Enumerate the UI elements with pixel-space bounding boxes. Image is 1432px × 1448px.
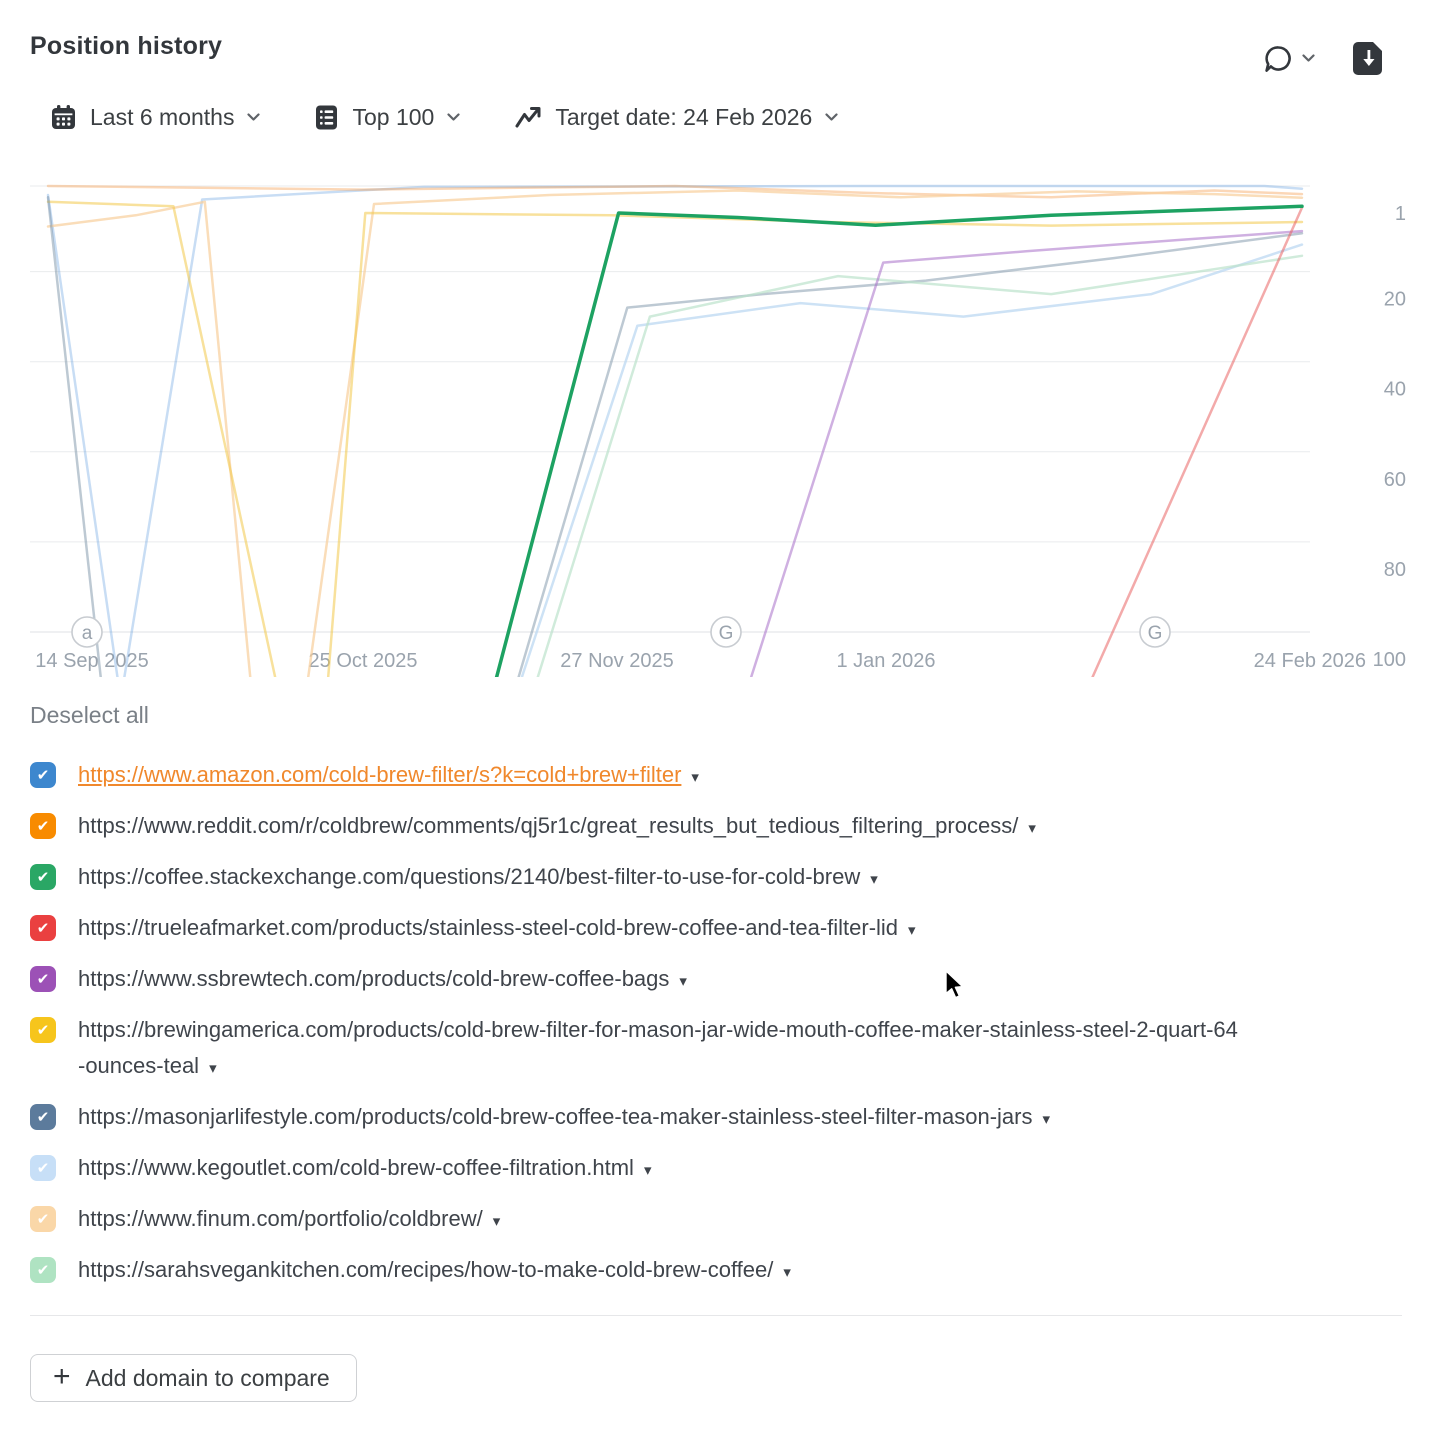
legend-url-link[interactable]: https://masonjarlifestyle.com/products/cold-brew-coffee-tea-maker-stainless-steel-filter-mason-jars: [78, 1104, 1033, 1129]
legend-url-text: [78, 1012, 1238, 1087]
chevron-down-icon: [1302, 54, 1315, 63]
legend-checkbox[interactable]: [30, 813, 56, 839]
y-axis-tick-label: 20: [1383, 288, 1406, 311]
checkmark-icon: ✔: [36, 1108, 50, 1126]
calendar-icon: [50, 104, 77, 131]
y-axis-tick-label: 1: [1394, 203, 1406, 225]
legend-url-text: [78, 808, 1036, 847]
legend-url-link[interactable]: https://www.finum.com/portfolio/coldbrew/: [78, 1206, 483, 1231]
legend-url-link[interactable]: https://trueleafmarket.com/products/stainless-steel-cold-brew-coffee-and-tea-filter-lid: [78, 915, 899, 940]
series-line-www.amazon.com: [48, 186, 1302, 677]
comments-button[interactable]: [1259, 40, 1319, 78]
svg-text:G: G: [718, 623, 734, 644]
x-axis-tick-label: 24 Feb 2026: [1253, 650, 1366, 672]
svg-text:G: G: [1147, 623, 1163, 644]
chevron-down-icon: [825, 113, 838, 122]
chevron-down-icon: [247, 113, 260, 122]
add-domain-button[interactable]: [30, 1354, 357, 1402]
legend-url-text: [78, 961, 687, 1000]
chevron-down-icon: [447, 113, 460, 122]
legend-url-link[interactable]: https://www.amazon.com/cold-brew-filter/s?k=cold+brew+filter: [78, 762, 682, 787]
expand-caret-icon[interactable]: ▾: [908, 922, 916, 939]
date-range-filter[interactable]: [50, 104, 260, 131]
x-axis-tick-label: 14 Sep 2025: [35, 650, 149, 672]
add-domain-label: Add domain to compare: [85, 1364, 330, 1391]
target-date-label: Target date: 24 Feb 2026: [555, 104, 813, 130]
checkmark-icon: ✔: [36, 1210, 50, 1228]
expand-caret-icon[interactable]: ▾: [1028, 820, 1036, 837]
legend-item: [30, 961, 1402, 1000]
legend-checkbox[interactable]: [30, 762, 56, 788]
series-line-coffee.stackexchange.com: [491, 206, 1302, 677]
series-line-www.finum.com: [48, 191, 1302, 678]
file-download-icon: [1353, 42, 1384, 75]
y-axis-tick-label: 40: [1383, 378, 1406, 401]
legend-checkbox[interactable]: [30, 864, 56, 890]
legend-item: [30, 1150, 1402, 1189]
expand-caret-icon[interactable]: ▾: [209, 1060, 217, 1077]
plus-icon: +: [53, 1359, 71, 1393]
legend-url-text: [78, 757, 699, 796]
target-date-filter[interactable]: [514, 104, 838, 131]
series-line-trueleafmarket.com: [1083, 208, 1303, 677]
section-divider: [30, 1315, 1402, 1316]
trend-icon: [514, 106, 542, 130]
series-line-www.kegoutlet.com: [515, 245, 1303, 677]
expand-caret-icon[interactable]: ▾: [783, 1264, 791, 1281]
legend-url-link[interactable]: https://www.kegoutlet.com/cold-brew-coffee-filtration.html: [78, 1155, 634, 1180]
top-depth-filter[interactable]: [314, 104, 460, 131]
legend-item: [30, 910, 1402, 949]
x-axis-tick-label: 27 Nov 2025: [560, 650, 674, 672]
legend-url-text: [78, 1099, 1050, 1138]
legend-checkbox[interactable]: [30, 1104, 56, 1130]
event-marker-G[interactable]: [711, 617, 741, 647]
y-axis-tick-label: 100: [1372, 649, 1406, 671]
legend-url-link[interactable]: https://brewingamerica.com/products/cold-brew-filter-for-mason-jar-wide-mouth-coffee-maker-stainless-steel-2-quart-64-ounces-teal: [78, 1017, 1238, 1078]
checkmark-icon: ✔: [36, 970, 50, 988]
legend-item: [30, 859, 1402, 898]
deselect-all-link[interactable]: Deselect all: [30, 702, 149, 728]
x-axis-tick-label: 25 Oct 2025: [308, 650, 418, 672]
series-line-masonjarlifestyle.com: [48, 197, 1302, 677]
event-marker-G[interactable]: [1140, 617, 1170, 647]
checkmark-icon: ✔: [36, 766, 50, 784]
legend-item: [30, 757, 1402, 796]
y-axis-tick-label: 60: [1383, 468, 1406, 491]
checkmark-icon: ✔: [36, 817, 50, 835]
expand-caret-icon[interactable]: ▾: [870, 871, 878, 888]
legend-item: [30, 1099, 1402, 1138]
position-history-chart: [0, 172, 1432, 677]
legend-url-link[interactable]: https://www.ssbrewtech.com/products/cold-brew-coffee-bags: [78, 966, 670, 991]
legend-checkbox[interactable]: [30, 1155, 56, 1181]
legend-checkbox[interactable]: [30, 1257, 56, 1283]
legend-checkbox[interactable]: [30, 966, 56, 992]
y-axis-tick-label: 80: [1383, 558, 1406, 581]
checkmark-icon: ✔: [36, 1159, 50, 1177]
legend-url-text: [78, 910, 916, 949]
legend-item: [30, 808, 1402, 847]
legend-checkbox[interactable]: [30, 1017, 56, 1043]
legend-checkbox[interactable]: [30, 915, 56, 941]
expand-caret-icon[interactable]: ▾: [492, 1213, 501, 1230]
expand-caret-icon[interactable]: ▾: [691, 769, 699, 786]
expand-caret-icon[interactable]: ▾: [679, 973, 687, 990]
svg-text:a: a: [81, 623, 93, 644]
legend-checkbox[interactable]: [30, 1206, 56, 1232]
legend-item: [30, 1201, 1402, 1240]
legend-url-link[interactable]: https://coffee.stackexchange.com/questions/2140/best-filter-to-use-for-cold-brew: [78, 864, 861, 889]
date-range-label: Last 6 months: [90, 104, 235, 130]
legend-url-text: [78, 859, 878, 898]
checkmark-icon: ✔: [36, 1261, 50, 1279]
legend-url-text: [78, 1252, 791, 1291]
export-button[interactable]: [1349, 38, 1388, 79]
legend-item: [30, 1012, 1402, 1087]
legend-url-link[interactable]: https://sarahsvegankitchen.com/recipes/how-to-make-cold-brew-coffee/: [78, 1257, 774, 1282]
speech-bubble-icon: [1263, 44, 1293, 74]
legend-url-text: [78, 1201, 500, 1240]
event-marker-a[interactable]: [72, 617, 102, 647]
top-depth-label: Top 100: [352, 104, 435, 130]
chart-canvas: [0, 172, 1432, 677]
legend-item: [30, 1252, 1402, 1291]
legend-url-text: [78, 1150, 651, 1189]
x-axis-tick-label: 1 Jan 2026: [836, 650, 936, 672]
chart-toolbar-icons: [1259, 38, 1388, 79]
page-title: Position history: [30, 32, 223, 60]
checkmark-icon: ✔: [36, 919, 50, 937]
expand-caret-icon[interactable]: ▾: [1042, 1111, 1051, 1128]
expand-caret-icon[interactable]: ▾: [643, 1162, 652, 1179]
legend-url-link[interactable]: https://www.reddit.com/r/coldbrew/comments/qj5r1c/great_results_but_tedious_filtering_process/: [78, 813, 1019, 838]
checkmark-icon: ✔: [36, 1021, 50, 1039]
chart-filters: [50, 104, 838, 131]
legend-section: [30, 700, 1402, 1402]
series-line-brewingamerica.com: [48, 202, 1302, 677]
legend-list: [30, 757, 1402, 1291]
series-line-www.ssbrewtech.com: [744, 231, 1302, 677]
table-icon: [314, 104, 339, 131]
checkmark-icon: ✔: [36, 868, 50, 886]
